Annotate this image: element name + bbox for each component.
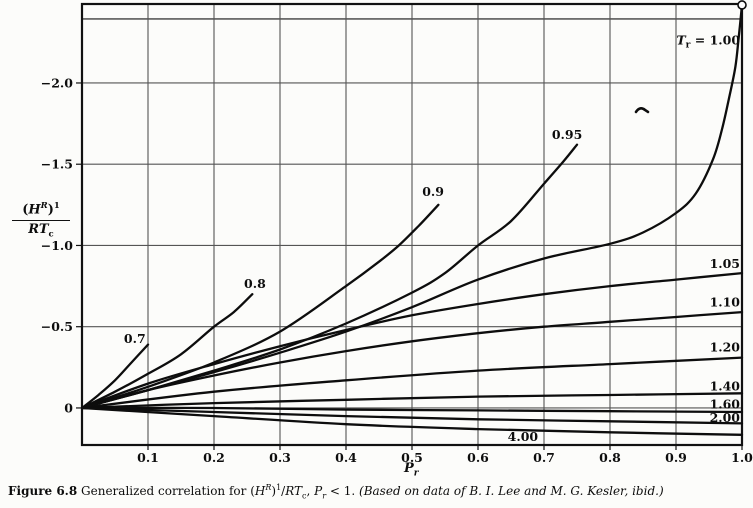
y-tick-label: −1.5: [40, 156, 73, 172]
figure-caption: Figure 6.8 Generalized correlation for $(H^R)^1/RT_c$, $P_r < 1$. (Based on data of B. I. Lee and M. G. Kesler, ibid.): [8, 483, 664, 501]
curve-label-Tr=1.20: 1.20: [709, 339, 741, 355]
x-tick-label: 0.8: [599, 450, 621, 465]
curve-label-Tr=1.40: 1.40: [709, 378, 741, 394]
x-tick-label: 0.3: [269, 450, 291, 465]
caption-credit: (Based on data of B. I. Lee and M. G. Kesler, ibid.): [359, 484, 664, 498]
curve-label-Tr=1.05: 1.05: [709, 256, 741, 272]
y-tick-label: −2.0: [40, 75, 73, 91]
y-tick-label: 0: [64, 400, 73, 416]
y-tick-label: −0.5: [40, 319, 73, 335]
curve-label-Tr=1.10: 1.10: [709, 294, 741, 310]
curve-label-Tr=0.80: 0.8: [244, 275, 266, 291]
x-tick-label: 1.0: [731, 450, 753, 465]
curve-label-Tr=2.00: 2.00: [709, 410, 741, 426]
x-tick-label: 0.6: [467, 450, 489, 465]
x-tick-label: 0.4: [335, 450, 357, 465]
y-axis-title-denominator: $RT_c$: [28, 221, 54, 240]
critical-point-marker: [738, 1, 746, 9]
curve-label-Tr=0.90: 0.9: [422, 184, 444, 200]
caption-figure-number: Figure 6.8: [8, 484, 78, 498]
curve-label-Tr=1.60: 1.60: [709, 396, 741, 412]
y-axis-title: [12, 201, 70, 240]
curve-label-Tr=0.70: 0.7: [123, 330, 146, 346]
curve-label-Tr=1.00: $T_r = 1.00$: [676, 32, 741, 51]
x-tick-label: 0.9: [665, 450, 687, 465]
x-tick-label: 0.7: [533, 450, 555, 465]
scan-smudge-mark: [636, 108, 648, 112]
x-tick-label: 0.1: [137, 450, 159, 465]
curve-label-Tr=4.00: 4.00: [507, 429, 539, 445]
x-tick-label: 0.5: [401, 450, 423, 465]
y-tick-label: −1.0: [40, 237, 73, 253]
y-axis-title-numerator: $(H^R)^1$: [12, 201, 70, 221]
x-tick-label: 0.2: [203, 450, 225, 465]
x-axis-title: $P_r$: [404, 461, 419, 479]
curve-label-Tr=0.95: 0.95: [551, 126, 583, 142]
caption-math: $(H^R)^1/RT_c$: [250, 483, 307, 501]
